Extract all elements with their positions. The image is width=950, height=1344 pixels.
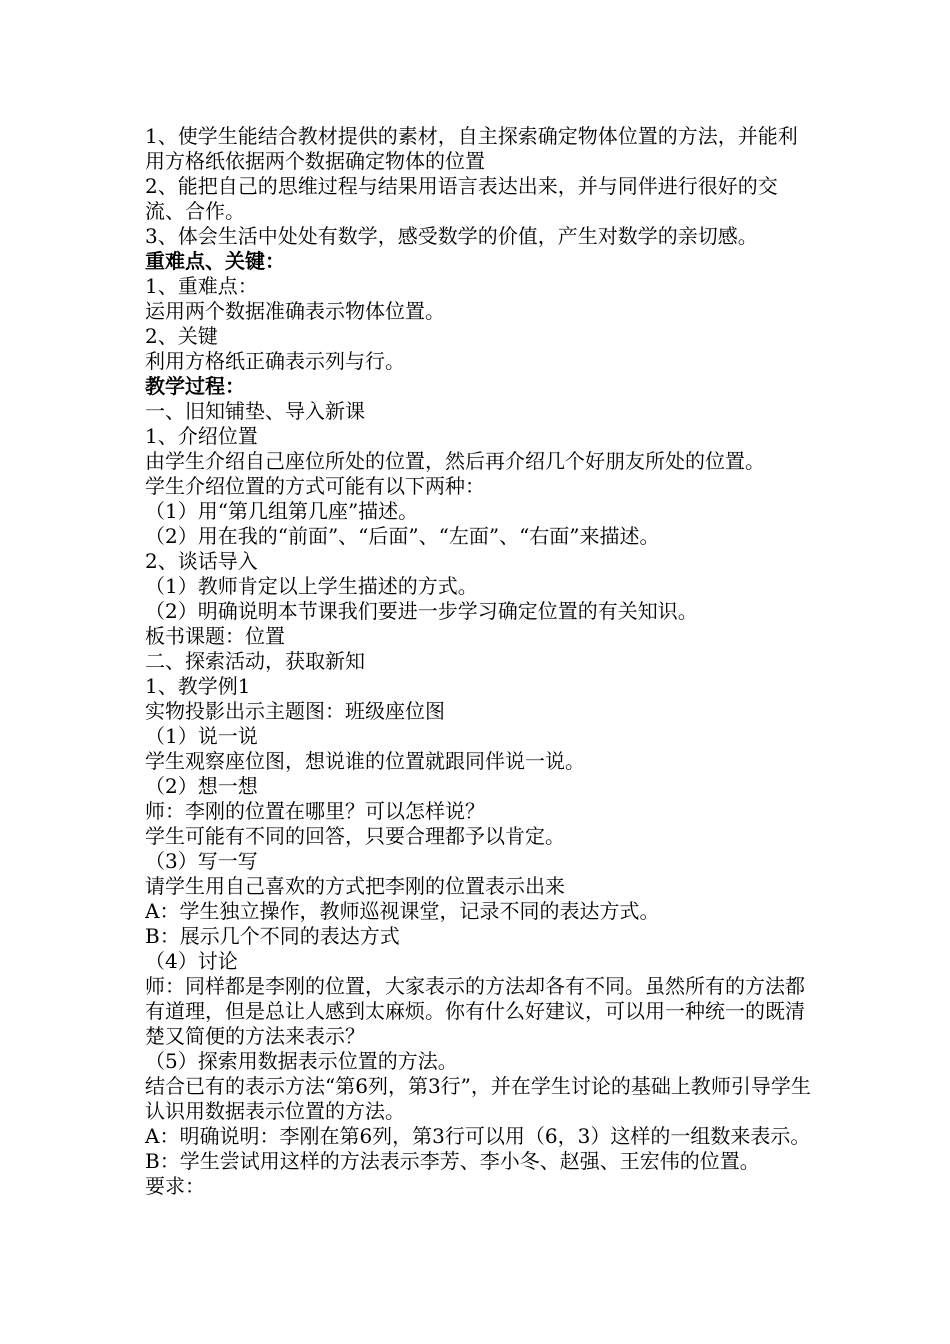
key-point-label: 1、重难点： [145, 274, 258, 298]
heading-teaching-process: 教学过程： [145, 374, 245, 398]
text-line: 师：李刚的位置在哪里？可以怎样说？ [145, 799, 485, 823]
text-line: B：展示几个不同的表达方式 [145, 924, 400, 948]
text-line: （1）用“第几组第几座”描述。 [145, 499, 419, 523]
text-line: 请学生用自己喜欢的方式把李刚的位置表示出来 [145, 874, 565, 898]
substep-write: （3）写一写 [145, 849, 258, 873]
step-example-1: 1、教学例1 [145, 674, 251, 698]
text-line: （2）明确说明本节课我们要进一步学习确定位置的有关知识。 [145, 599, 698, 623]
text-line: 学生观察座位图，想说谁的位置就跟同伴说一说。 [145, 749, 585, 773]
objective-3: 3、体会生活中处处有数学，感受数学的价值，产生对数学的亲切感。 [145, 224, 758, 248]
key-point-text: 运用两个数据准确表示物体位置。 [145, 299, 445, 323]
text-paragraph: 师：同样都是李刚的位置，大家表示的方法却各有不同。虽然所有的方法都有道理，但是总让人感到太麻烦。你有什么好建议，可以用一种统一的既清楚又简便的方法来表示？ [145, 974, 805, 1048]
text-line: 学生介绍位置的方式可能有以下两种： [145, 474, 485, 498]
text-line: （2）用在我的“前面”、“后面”、“左面”、“右面”来描述。 [145, 524, 660, 548]
text-line: 学生可能有不同的回答，只要合理都予以肯定。 [145, 824, 565, 848]
section-1-title: 一、旧知铺垫、导入新课 [145, 399, 365, 423]
step-talk-intro: 2、谈话导入 [145, 549, 258, 573]
substep-say: （1）说一说 [145, 724, 258, 748]
heading-key-points: 重难点、关键： [145, 249, 285, 273]
key-label: 2、关键 [145, 324, 218, 348]
text-line: 由学生介绍自己座位所处的位置，然后再介绍几个好朋友所处的位置。 [145, 449, 765, 473]
text-line: B：学生尝试用这样的方法表示李芳、李小冬、赵强、王宏伟的位置。 [145, 1149, 760, 1173]
requirements-label: 要求： [145, 1174, 205, 1198]
substep-discuss: （4）讨论 [145, 949, 238, 973]
substep-explore: （5）探索用数据表示位置的方法。 [145, 1049, 458, 1073]
objective-1: 1、使学生能结合教材提供的素材，自主探索确定物体位置的方法，并能利用方格纸依据两个数据确定物体的位置 [145, 124, 798, 173]
text-line: （1）教师肯定以上学生描述的方式。 [145, 574, 478, 598]
document-body [145, 124, 815, 1199]
step-introduce-position: 1、介绍位置 [145, 424, 258, 448]
key-text: 利用方格纸正确表示列与行。 [145, 349, 405, 373]
board-title: 板书课题：位置 [145, 624, 285, 648]
substep-think: （2）想一想 [145, 774, 258, 798]
text-line: 实物投影出示主题图：班级座位图 [145, 699, 445, 723]
text-paragraph: A：明确说明：李刚在第6列，第3行可以用（6，3）这样的一组数来表示。 [145, 1124, 811, 1148]
section-2-title: 二、探索活动，获取新知 [145, 649, 365, 673]
objective-2: 2、能把自己的思维过程与结果用语言表达出来，并与同伴进行很好的交流、合作。 [145, 174, 778, 223]
text-line: A：学生独立操作，教师巡视课堂，记录不同的表达方式。 [145, 899, 660, 923]
text-paragraph: 结合已有的表示方法“第6列，第3行”，并在学生讨论的基础上教师引导学生认识用数据表示位置的方法。 [145, 1074, 811, 1123]
